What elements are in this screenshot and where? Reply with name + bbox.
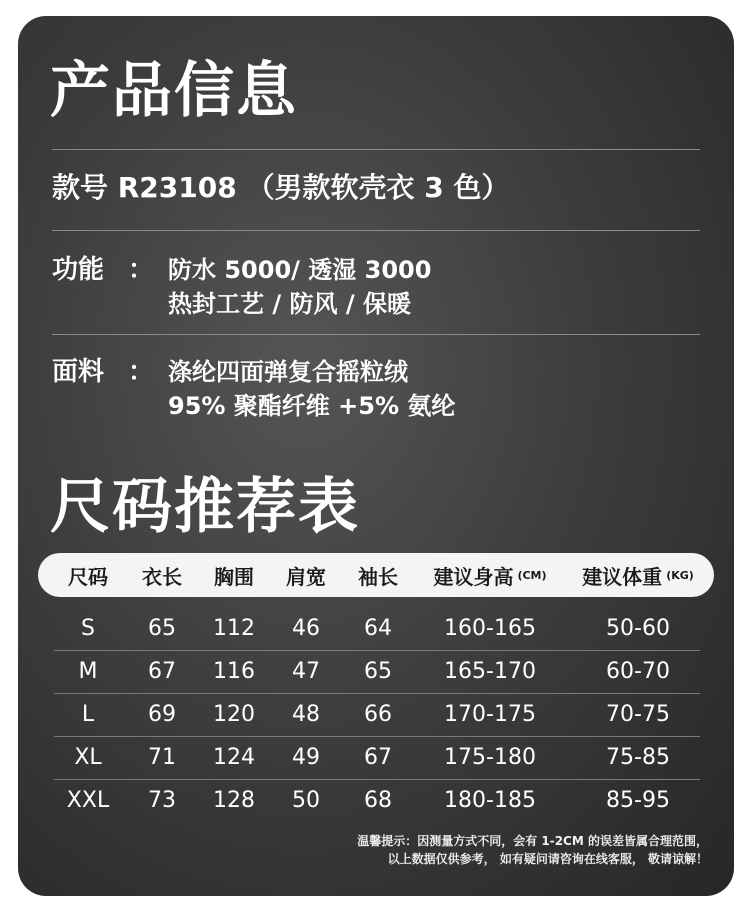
- cell-height: 170-175: [444, 702, 536, 727]
- cell-size: XXL: [66, 788, 110, 813]
- cell-size: XL: [74, 745, 102, 770]
- cell-length: 71: [148, 745, 176, 770]
- header-sleeve: 袖长: [358, 564, 398, 589]
- function-line-1: 防水 5000/ 透湿 3000: [168, 256, 432, 284]
- cell-weight: 75-85: [606, 745, 670, 770]
- header-weight-label: 建议体重: [582, 564, 663, 589]
- cell-chest: 128: [213, 788, 255, 813]
- model-number: 款号 R23108 （男款软壳衣 3 色）: [52, 171, 510, 204]
- size-chart-title: 尺码推荐表: [50, 472, 360, 542]
- header-shoulder: 肩宽: [286, 564, 326, 589]
- cell-chest: 120: [213, 702, 255, 727]
- cell-height: 160-165: [444, 616, 536, 641]
- function-label: 功能: [52, 255, 105, 285]
- reminder-line-2: 以上数据仅供参考， 如有疑问请咨询在线客服， 敬请谅解！: [387, 852, 708, 866]
- header-height-label: 建议身高: [433, 564, 514, 589]
- table-row: [54, 736, 700, 779]
- cell-size: L: [81, 702, 95, 727]
- fabric-line-2: 95% 聚酯纤维 +5% 氨纶: [168, 392, 456, 420]
- header-height-unit: (CM): [517, 568, 547, 582]
- function-line-2: 热封工艺 / 防风 / 保暖: [168, 290, 411, 318]
- cell-sleeve: 66: [364, 702, 392, 727]
- cell-height: 180-185: [444, 788, 536, 813]
- cell-weight: 85-95: [606, 788, 670, 813]
- cell-size: M: [78, 659, 98, 684]
- cell-length: 67: [148, 659, 176, 684]
- cell-length: 69: [148, 702, 176, 727]
- divider: [52, 149, 700, 150]
- table-row: [54, 693, 700, 736]
- header-size: 尺码: [68, 564, 108, 589]
- cell-height: 175-180: [444, 745, 536, 770]
- cell-chest: 116: [213, 659, 255, 684]
- cell-height: 165-170: [444, 659, 536, 684]
- cell-length: 73: [148, 788, 176, 813]
- cell-shoulder: 50: [292, 788, 320, 813]
- cell-shoulder: 49: [292, 745, 320, 770]
- cell-shoulder: 47: [292, 659, 320, 684]
- reminder-line-1: 温馨提示：因测量方式不同，会有 1-2CM 的误差皆属合理范围，: [357, 834, 708, 848]
- cell-chest: 124: [213, 745, 255, 770]
- header-weight-unit: (KG): [666, 568, 694, 582]
- cell-sleeve: 64: [364, 616, 392, 641]
- size-table-header: [38, 553, 714, 597]
- cell-shoulder: 46: [292, 616, 320, 641]
- cell-length: 65: [148, 616, 176, 641]
- cell-shoulder: 48: [292, 702, 320, 727]
- fabric-colon: ：: [128, 357, 155, 387]
- table-row: [54, 779, 700, 822]
- cell-sleeve: 67: [364, 745, 392, 770]
- cell-weight: 50-60: [606, 616, 670, 641]
- table-row: [54, 607, 700, 650]
- product-info-title: 产品信息: [50, 56, 298, 126]
- cell-sleeve: 65: [364, 659, 392, 684]
- fabric-label: 面料: [52, 357, 105, 387]
- reminder-note: [357, 832, 708, 868]
- function-colon: ：: [128, 255, 155, 285]
- divider: [52, 230, 700, 231]
- cell-chest: 112: [213, 616, 255, 641]
- cell-weight: 60-70: [606, 659, 670, 684]
- header-chest: 胸围: [214, 564, 254, 589]
- divider: [52, 334, 700, 335]
- cell-size: S: [81, 616, 95, 641]
- cell-weight: 70-75: [606, 702, 670, 727]
- cell-sleeve: 68: [364, 788, 392, 813]
- header-weight: [568, 553, 708, 597]
- header-length: 衣长: [142, 564, 182, 589]
- product-card: [18, 16, 734, 896]
- header-height: [420, 553, 560, 597]
- table-row: [54, 650, 700, 693]
- fabric-line-1: 涤纶四面弹复合摇粒绒: [168, 358, 408, 386]
